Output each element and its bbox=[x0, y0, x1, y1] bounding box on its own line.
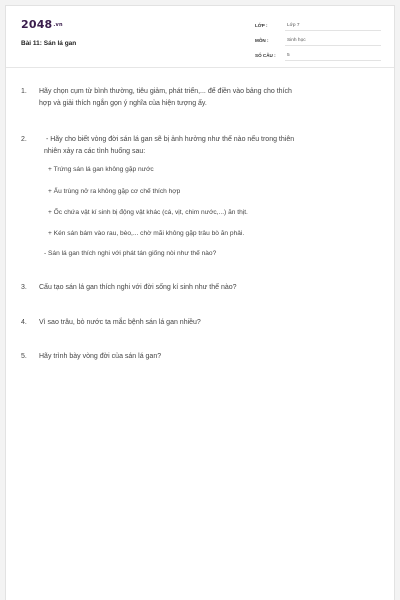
question-text bbox=[39, 86, 292, 110]
question-2-tail: - Sán lá gan thích nghi với phát tán giống nòi như thế nào? bbox=[44, 250, 217, 257]
question-text: Hãy trình bày vòng đời của sán lá gan? bbox=[39, 353, 162, 360]
question-line: hợp và giải thích ngắn gọn ý nghĩa của hiện tượng ấy. bbox=[39, 100, 207, 107]
question-number: 1. bbox=[21, 88, 27, 95]
worksheet-header bbox=[6, 6, 394, 68]
meta-class-value: Lớp 7 bbox=[285, 22, 381, 31]
question-number: 5. bbox=[21, 353, 27, 360]
question-number: 2. bbox=[21, 136, 27, 143]
meta-count-label: SỐ CÂU : bbox=[255, 53, 276, 58]
sub-item: + Ốc chứa vật kí sinh bị động vật khác (cá, vịt, chim nước,...) ăn thịt. bbox=[48, 209, 248, 216]
meta-count-value: 5 bbox=[285, 52, 381, 61]
meta-subject-value: Sinh học bbox=[285, 37, 381, 46]
question-number: 3. bbox=[21, 284, 27, 291]
question-text: Cấu tạo sán lá gan thích nghi với đời sống kí sinh như thế nào? bbox=[39, 284, 237, 291]
question-line: nhiên xảy ra các tình huống sau: bbox=[44, 148, 146, 155]
logo-suffix: .vn bbox=[53, 22, 63, 28]
question-text bbox=[44, 134, 294, 158]
sub-item: + Ấu trùng nở ra không gặp cơ chế thích hợp bbox=[48, 188, 181, 195]
sub-item: + Trứng sán lá gan không gặp nước bbox=[48, 166, 154, 173]
lesson-title: Bài 11: Sán lá gan bbox=[21, 40, 77, 47]
meta-subject-row bbox=[255, 35, 381, 47]
meta-class-row bbox=[255, 20, 381, 32]
worksheet-page bbox=[5, 5, 395, 600]
question-line: - Hãy cho biết vòng đời sán lá gan sẽ bị ảnh hưởng như thế nào nếu trong thiên bbox=[44, 136, 295, 143]
logo-text: 2048 bbox=[21, 18, 53, 31]
question-line: Hãy chọn cụm từ bình thường, tiêu giảm, phát triển,... để điền vào bảng cho thích bbox=[39, 88, 292, 95]
meta-count-row bbox=[255, 50, 381, 62]
question-number: 4. bbox=[21, 319, 27, 326]
site-logo[interactable] bbox=[21, 18, 63, 31]
meta-class-label: LỚP : bbox=[255, 23, 268, 28]
meta-subject-label: MÔN : bbox=[255, 38, 269, 43]
sub-item: + Kén sán bám vào rau, bèo,... chờ mãi không gặp trâu bò ăn phải. bbox=[48, 230, 245, 237]
question-text: Vì sao trâu, bò nước ta mắc bệnh sán lá gan nhiều? bbox=[39, 319, 201, 326]
